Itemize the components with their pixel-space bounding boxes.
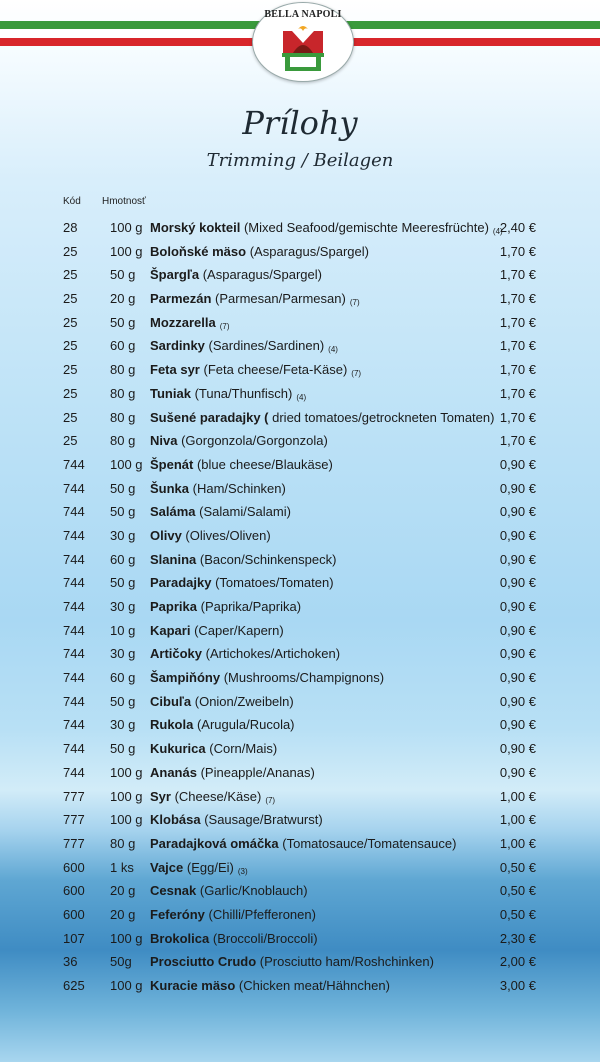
item-code: 25 bbox=[63, 267, 78, 283]
item-translation: (Broccoli/Broccoli) bbox=[212, 930, 318, 946]
item-code: 744 bbox=[63, 527, 85, 543]
item-code: 36 bbox=[63, 954, 78, 970]
menu-item-row bbox=[0, 408, 600, 432]
item-code: 744 bbox=[63, 646, 85, 662]
item-name: Brokolica bbox=[150, 930, 210, 946]
item-weight: 30 g bbox=[110, 527, 136, 543]
item-translation: (Sausage/Bratwurst) bbox=[204, 812, 323, 828]
item-translation: (Artichokes/Artichoken) bbox=[205, 646, 341, 662]
menu-item-row bbox=[0, 384, 600, 408]
item-translation: (Sardines/Sardinen) bbox=[208, 338, 325, 354]
item-weight: 100 g bbox=[110, 220, 143, 235]
item-name: Boloňské mäso bbox=[150, 243, 247, 259]
item-name: Kuracie mäso bbox=[150, 978, 236, 993]
item-name: Cibuľa bbox=[150, 693, 192, 709]
item-price: 2,40 € bbox=[499, 220, 536, 235]
menu-item-row bbox=[0, 265, 600, 289]
item-price: 0,90 € bbox=[499, 527, 536, 543]
item-translation: (Tuna/Thunfisch) bbox=[194, 385, 293, 401]
column-header-weight: Hmotnosť bbox=[102, 196, 146, 207]
item-description bbox=[150, 646, 340, 661]
item-code: 25 bbox=[63, 338, 78, 354]
item-price: 1,00 € bbox=[499, 812, 536, 828]
item-price: 0,90 € bbox=[499, 575, 536, 591]
item-price: 0,90 € bbox=[499, 693, 536, 709]
item-code: 744 bbox=[63, 480, 85, 496]
item-weight: 20 g bbox=[110, 883, 136, 899]
item-code: 777 bbox=[63, 812, 85, 828]
item-price: 0,90 € bbox=[499, 480, 536, 496]
item-weight: 80 g bbox=[110, 385, 136, 401]
item-name: Feta syr bbox=[150, 362, 200, 378]
item-name: Špargľa bbox=[150, 267, 200, 283]
item-description bbox=[150, 528, 271, 543]
menu-item-row bbox=[0, 858, 600, 882]
item-name: Kapari bbox=[150, 622, 191, 638]
pizza-oven-emblem-icon bbox=[279, 23, 327, 75]
item-translation: (Caper/Kapern) bbox=[194, 622, 284, 638]
menu-item-row bbox=[0, 905, 600, 929]
item-code: 25 bbox=[63, 243, 78, 259]
menu-item-row bbox=[0, 242, 600, 266]
item-weight: 60 g bbox=[110, 338, 136, 354]
item-translation: (Asparagus/Spargel) bbox=[249, 243, 369, 259]
item-name: Šampiňóny bbox=[150, 670, 221, 686]
item-description bbox=[150, 741, 277, 756]
item-weight: 50 g bbox=[110, 504, 136, 520]
item-code: 744 bbox=[63, 764, 85, 780]
item-code: 744 bbox=[63, 456, 85, 472]
menu-item-row bbox=[0, 218, 600, 242]
item-name: Prosciutto Crudo bbox=[150, 954, 257, 970]
item-code: 744 bbox=[63, 693, 85, 709]
item-description bbox=[150, 244, 369, 259]
item-weight: 50 g bbox=[110, 741, 136, 757]
item-name: Vajce bbox=[150, 859, 184, 875]
item-weight: 50 g bbox=[110, 480, 136, 496]
menu-item-row bbox=[0, 550, 600, 574]
item-name: Olivy bbox=[150, 527, 182, 543]
column-header-code: Kód bbox=[63, 196, 81, 207]
item-description bbox=[150, 812, 323, 827]
menu-item-row bbox=[0, 289, 600, 313]
item-name: Paradajková omáčka bbox=[150, 835, 279, 851]
menu-item-row bbox=[0, 787, 600, 811]
menu-item-row bbox=[0, 668, 600, 692]
item-name: Špenát bbox=[150, 456, 194, 472]
item-description bbox=[150, 362, 361, 377]
item-code: 744 bbox=[63, 717, 85, 733]
menu-item-row bbox=[0, 692, 600, 716]
item-price: 1,70 € bbox=[499, 243, 536, 259]
item-code: 600 bbox=[63, 906, 85, 922]
allergen-note: (7) bbox=[265, 795, 276, 805]
item-price: 2,00 € bbox=[499, 954, 536, 970]
item-code: 777 bbox=[63, 788, 85, 804]
item-weight: 50 g bbox=[110, 314, 136, 330]
item-translation: (Mixed Seafood/gemischte Meeresfrüchte) bbox=[243, 220, 489, 235]
menu-item-row bbox=[0, 526, 600, 550]
item-translation: (Onion/Zweibeln) bbox=[194, 693, 294, 709]
item-name: Feferóny bbox=[150, 906, 205, 922]
menu-item-row bbox=[0, 621, 600, 645]
item-weight: 30 g bbox=[110, 646, 136, 662]
item-description bbox=[150, 765, 315, 780]
menu-item-row bbox=[0, 929, 600, 953]
item-weight: 30 g bbox=[110, 717, 136, 733]
item-name: Klobása bbox=[150, 812, 201, 828]
allergen-note: (7) bbox=[219, 321, 230, 331]
item-code: 25 bbox=[63, 433, 78, 449]
item-translation: (Tomatoes/Tomaten) bbox=[215, 575, 334, 591]
item-translation: (Cheese/Käse) bbox=[174, 788, 262, 804]
allergen-note: (7) bbox=[351, 369, 362, 379]
item-description bbox=[150, 836, 456, 851]
item-description bbox=[150, 410, 494, 425]
allergen-note: (7) bbox=[349, 298, 360, 308]
menu-list bbox=[0, 218, 600, 1000]
item-code: 600 bbox=[63, 883, 85, 899]
item-translation: (Salami/Salami) bbox=[199, 504, 291, 520]
item-description bbox=[150, 883, 308, 898]
item-code: 28 bbox=[63, 220, 78, 235]
item-code: 777 bbox=[63, 835, 85, 851]
item-code: 744 bbox=[63, 599, 85, 614]
item-translation: (Tomatosauce/Tomatensauce) bbox=[282, 835, 457, 851]
item-translation: (Chilli/Pfefferonen) bbox=[208, 906, 316, 922]
item-price: 2,30 € bbox=[499, 930, 536, 946]
item-price: 0,50 € bbox=[499, 883, 536, 899]
item-description bbox=[150, 575, 334, 590]
item-translation: (Pineapple/Ananas) bbox=[200, 764, 315, 780]
item-price: 1,70 € bbox=[499, 314, 536, 330]
item-price: 0,50 € bbox=[499, 859, 536, 875]
item-price: 0,90 € bbox=[499, 622, 536, 638]
item-weight: 30 g bbox=[110, 599, 136, 614]
item-price: 1,00 € bbox=[499, 835, 536, 851]
item-weight: 100 g bbox=[110, 788, 143, 804]
item-name: Cesnak bbox=[150, 883, 197, 899]
page-subtitle: Trimming / Beilagen bbox=[206, 150, 394, 171]
item-description bbox=[150, 291, 360, 306]
item-translation: (Olives/Oliven) bbox=[185, 527, 271, 543]
item-description bbox=[150, 717, 295, 732]
item-weight: 80 g bbox=[110, 835, 136, 851]
item-weight: 100 g bbox=[110, 930, 143, 946]
item-name: Kukurica bbox=[150, 741, 206, 757]
item-name: Paradajky bbox=[150, 575, 212, 591]
menu-item-row bbox=[0, 834, 600, 858]
item-weight: 50 g bbox=[110, 575, 136, 591]
item-price: 1,70 € bbox=[499, 362, 536, 378]
item-translation: (Parmesan/Parmesan) bbox=[215, 291, 346, 307]
item-translation: (Chicken meat/Hähnchen) bbox=[238, 978, 390, 993]
item-weight: 10 g bbox=[110, 622, 136, 638]
menu-item-row bbox=[0, 952, 600, 976]
item-weight: 60 g bbox=[110, 551, 136, 567]
item-price: 0,90 € bbox=[499, 741, 536, 757]
item-price: 0,90 € bbox=[499, 670, 536, 686]
item-weight: 80 g bbox=[110, 362, 136, 378]
item-weight: 100 g bbox=[110, 243, 143, 259]
item-code: 25 bbox=[63, 314, 78, 330]
item-name: Saláma bbox=[150, 504, 196, 520]
item-description bbox=[150, 694, 294, 709]
item-description bbox=[150, 433, 328, 448]
item-price: 0,90 € bbox=[499, 646, 536, 662]
menu-item-row bbox=[0, 644, 600, 668]
item-name: Parmezán bbox=[150, 291, 212, 307]
item-price: 0,50 € bbox=[499, 906, 536, 922]
item-description bbox=[150, 599, 301, 614]
item-price: 3,00 € bbox=[499, 978, 536, 993]
menu-item-row bbox=[0, 431, 600, 455]
item-weight: 100 g bbox=[110, 764, 143, 780]
item-description bbox=[150, 954, 434, 969]
item-translation: (Bacon/Schinkenspeck) bbox=[199, 551, 337, 567]
allergen-note: (3) bbox=[237, 866, 248, 876]
item-price: 1,70 € bbox=[499, 291, 536, 307]
item-description bbox=[150, 552, 336, 567]
item-price: 1,70 € bbox=[499, 409, 536, 425]
menu-item-row bbox=[0, 479, 600, 503]
item-weight: 80 g bbox=[110, 433, 136, 449]
item-weight: 50 g bbox=[110, 693, 136, 709]
item-code: 25 bbox=[63, 362, 78, 378]
item-translation: (Garlic/Knoblauch) bbox=[199, 883, 308, 899]
item-name: Šunka bbox=[150, 480, 190, 496]
menu-item-row bbox=[0, 313, 600, 337]
item-description bbox=[150, 860, 248, 875]
item-price: 0,90 € bbox=[499, 456, 536, 472]
allergen-note: (4) bbox=[296, 392, 307, 402]
item-description bbox=[150, 670, 384, 685]
menu-item-row bbox=[0, 810, 600, 834]
item-code: 744 bbox=[63, 504, 85, 520]
item-translation: dried tomatoes/getrockneten Tomaten) bbox=[272, 409, 495, 425]
menu-item-row bbox=[0, 502, 600, 526]
item-description bbox=[150, 789, 275, 804]
restaurant-logo bbox=[252, 2, 354, 82]
item-translation: (Arugula/Rucola) bbox=[196, 717, 295, 733]
item-name: Morský kokteil bbox=[150, 220, 241, 235]
item-description bbox=[150, 338, 338, 353]
item-description bbox=[150, 315, 230, 330]
item-code: 600 bbox=[63, 859, 85, 875]
item-translation: (Feta cheese/Feta-Käse) bbox=[203, 362, 348, 378]
item-name: Sušené paradajky ( bbox=[150, 409, 269, 425]
item-weight: 100 g bbox=[110, 978, 143, 993]
item-weight: 20 g bbox=[110, 906, 136, 922]
item-code: 744 bbox=[63, 741, 85, 757]
item-code: 107 bbox=[63, 930, 85, 946]
menu-item-row bbox=[0, 336, 600, 360]
item-weight: 50 g bbox=[110, 267, 136, 283]
item-price: 0,90 € bbox=[499, 599, 536, 614]
menu-item-row bbox=[0, 739, 600, 763]
item-description bbox=[150, 386, 306, 401]
item-price: 0,90 € bbox=[499, 764, 536, 780]
item-weight: 1 ks bbox=[110, 859, 134, 875]
item-description bbox=[150, 978, 390, 993]
item-price: 0,90 € bbox=[499, 504, 536, 520]
item-name: Mozzarella bbox=[150, 314, 216, 330]
item-name: Niva bbox=[150, 433, 178, 449]
item-description bbox=[150, 907, 316, 922]
item-code: 25 bbox=[63, 385, 78, 401]
item-translation: (Gorgonzola/Gorgonzola) bbox=[181, 433, 328, 449]
item-name: Syr bbox=[150, 788, 171, 804]
item-price: 1,70 € bbox=[499, 338, 536, 354]
item-code: 744 bbox=[63, 670, 85, 686]
item-weight: 100 g bbox=[110, 456, 143, 472]
menu-item-row bbox=[0, 597, 600, 621]
item-description bbox=[150, 220, 503, 235]
menu-item-row bbox=[0, 763, 600, 787]
allergen-note: (4) bbox=[328, 345, 338, 355]
item-name: Tuniak bbox=[150, 385, 191, 401]
item-translation: (Mushrooms/Champignons) bbox=[223, 670, 385, 686]
item-code: 744 bbox=[63, 622, 85, 638]
item-weight: 50g bbox=[110, 954, 132, 970]
item-description bbox=[150, 504, 291, 519]
item-name: Rukola bbox=[150, 717, 194, 733]
item-code: 744 bbox=[63, 551, 85, 567]
item-price: 1,70 € bbox=[499, 267, 536, 283]
item-name: Sardinky bbox=[150, 338, 205, 354]
item-price: 1,00 € bbox=[499, 788, 536, 804]
item-description bbox=[150, 623, 284, 638]
item-weight: 60 g bbox=[110, 670, 136, 686]
item-code: 625 bbox=[63, 978, 85, 993]
item-description bbox=[150, 457, 333, 472]
menu-item-row bbox=[0, 976, 600, 1000]
item-name: Slanina bbox=[150, 551, 197, 567]
item-translation: (Asparagus/Spargel) bbox=[202, 267, 322, 283]
item-name: Ananás bbox=[150, 764, 197, 780]
item-code: 744 bbox=[63, 575, 85, 591]
item-weight: 100 g bbox=[110, 812, 143, 828]
page-title: Prílohy bbox=[242, 104, 358, 142]
item-price: 0,90 € bbox=[499, 717, 536, 733]
item-price: 0,90 € bbox=[499, 551, 536, 567]
item-weight: 20 g bbox=[110, 291, 136, 307]
menu-item-row bbox=[0, 715, 600, 739]
logo-text: BELLA NAPOLI bbox=[264, 9, 342, 20]
allergen-note: (4) bbox=[492, 227, 503, 236]
item-description bbox=[150, 931, 318, 946]
item-description bbox=[150, 481, 286, 496]
item-weight: 80 g bbox=[110, 409, 136, 425]
item-translation: (Prosciutto ham/Roshchinken) bbox=[259, 954, 434, 970]
item-translation: (blue cheese/Blaukäse) bbox=[196, 456, 333, 472]
menu-item-row bbox=[0, 455, 600, 479]
menu-item-row bbox=[0, 573, 600, 597]
item-translation: (Egg/Ei) bbox=[186, 859, 234, 875]
item-name: Paprika bbox=[150, 599, 197, 614]
item-name: Artičoky bbox=[150, 646, 203, 662]
item-code: 25 bbox=[63, 409, 78, 425]
item-price: 1,70 € bbox=[499, 433, 536, 449]
item-description bbox=[150, 267, 322, 282]
menu-item-row bbox=[0, 881, 600, 905]
item-price: 1,70 € bbox=[499, 385, 536, 401]
menu-item-row bbox=[0, 360, 600, 384]
item-code: 25 bbox=[63, 291, 78, 307]
item-translation: (Ham/Schinken) bbox=[192, 480, 286, 496]
item-translation: (Paprika/Paprika) bbox=[200, 599, 302, 614]
item-translation: (Corn/Mais) bbox=[209, 741, 278, 757]
